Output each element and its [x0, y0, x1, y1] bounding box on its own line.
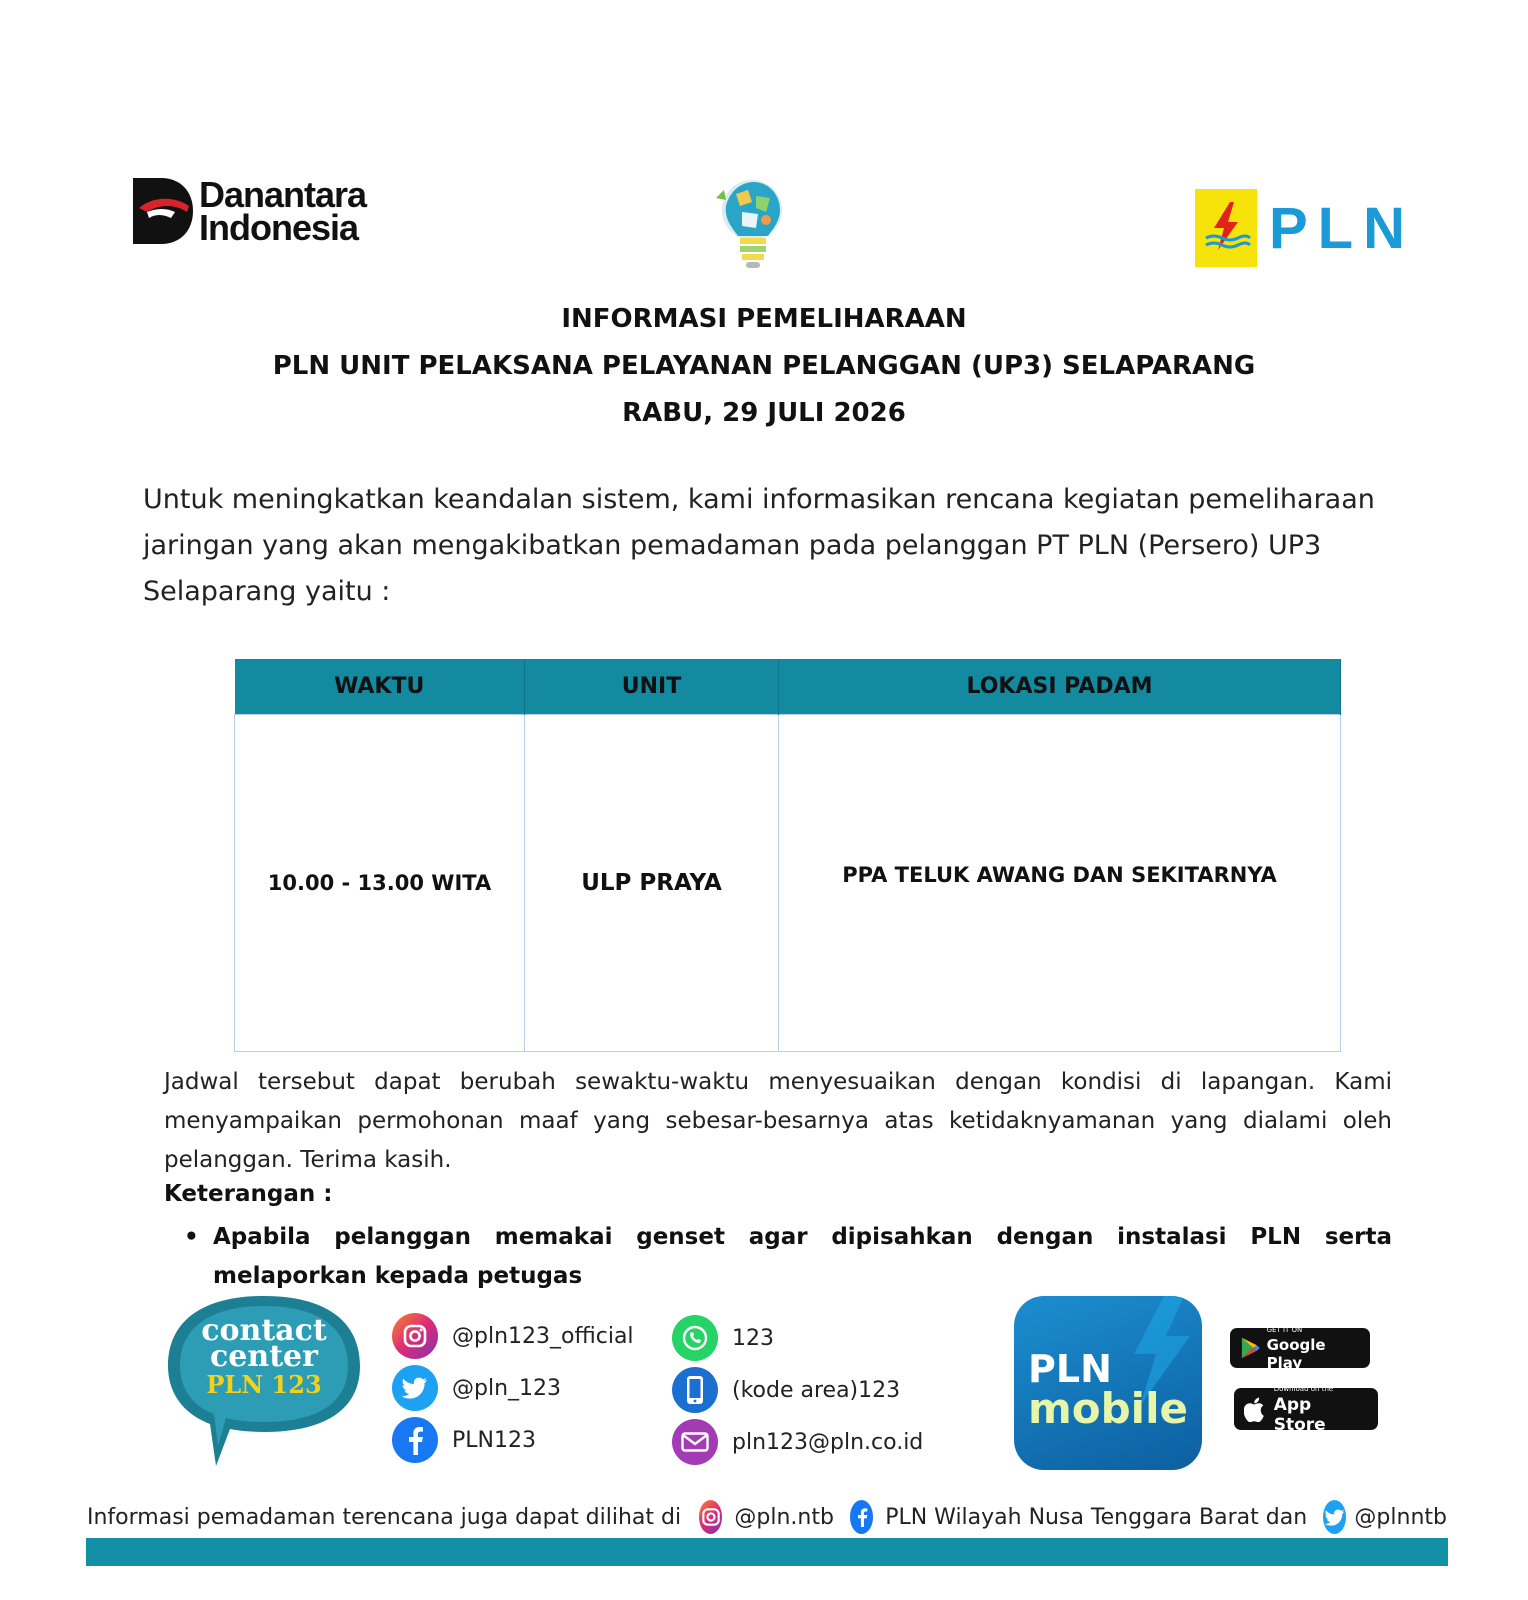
- social-contacts: [392, 1310, 634, 1466]
- table-row: [235, 714, 1341, 1052]
- header-lokasi-padam: LOKASI PADAM: [779, 659, 1341, 714]
- footer-bar: [86, 1538, 1448, 1566]
- facebook-icon: [850, 1500, 873, 1534]
- google-play-badge[interactable]: [1230, 1326, 1370, 1372]
- schedule-table: [234, 659, 1341, 1052]
- title-line2: PLN UNIT PELAKSANA PELAYANAN PELANGGAN (UP3) SELAPARANG: [272, 351, 1256, 381]
- instagram-icon: [392, 1313, 438, 1359]
- app-store-text: App Store: [1273, 1395, 1326, 1435]
- email-icon: [672, 1419, 718, 1465]
- pln-wordmark: PLN: [1269, 195, 1415, 261]
- title-block: [0, 296, 1528, 437]
- pln-mobile-app-icon[interactable]: [1014, 1296, 1202, 1470]
- pln-emblem: [1195, 189, 1257, 267]
- contact-center-line2: center: [210, 1339, 318, 1374]
- pln-logo: [1195, 188, 1415, 268]
- keterangan-label: Keterangan :: [164, 1181, 333, 1207]
- app-store-badge[interactable]: [1234, 1385, 1378, 1435]
- notice-paragraph: Jadwal tersebut dapat berubah sewaktu-waktu menyesuaikan dengan kondisi di lapangan. Kami menyampaikan permohonan maaf yang sebesar-besarnya atas ketidaknyamanan yang dialami oleh pelanggan. Terima kasih.: [164, 1069, 1392, 1173]
- instagram-icon: [699, 1500, 722, 1534]
- google-play-text: Google Play: [1266, 1336, 1326, 1372]
- footer-facebook[interactable]: PLN Wilayah Nusa Tenggara Barat dan: [885, 1504, 1308, 1530]
- cell-lokasi: PPA TELUK AWANG DAN SEKITARNYA: [779, 714, 1341, 1052]
- keterangan-list: [184, 1218, 1392, 1296]
- app-name-line2: mobile: [1028, 1384, 1188, 1433]
- footer-info: [87, 1500, 1447, 1534]
- whatsapp-number: 123: [732, 1325, 774, 1351]
- instagram-handle: @pln123_official: [452, 1323, 634, 1349]
- footer-prefix: Informasi pemadaman terencana juga dapat dilihat di: [87, 1504, 682, 1530]
- header-waktu: WAKTU: [235, 659, 525, 714]
- danantara-logo: [133, 176, 403, 246]
- contact-center-line3: PLN 123: [206, 1370, 322, 1399]
- instagram-contact[interactable]: [392, 1310, 634, 1362]
- facebook-icon: [392, 1417, 438, 1463]
- title-line1: INFORMASI PEMELIHARAAN: [561, 304, 967, 334]
- lightbulb-emblem-icon: [712, 176, 792, 276]
- google-play-icon: [1240, 1336, 1261, 1360]
- whatsapp-contact[interactable]: [672, 1312, 923, 1364]
- cell-waktu: 10.00 - 13.00 WITA: [235, 714, 525, 1052]
- title-date: RABU, 29 JULI 2026: [622, 398, 906, 428]
- danantara-emblem-icon: [133, 178, 193, 244]
- danantara-line2: Indonesia: [199, 207, 359, 248]
- whatsapp-icon: [672, 1315, 718, 1361]
- email-contact[interactable]: [672, 1416, 923, 1468]
- cell-unit: ULP PRAYA: [525, 714, 779, 1052]
- app-name-line1: PLN: [1028, 1347, 1112, 1391]
- direct-contacts: [672, 1312, 923, 1468]
- list-item: • Apabila pelanggan memakai genset agar dipisahkan dengan instalasi PLN serta melaporkan kepada petugas: [184, 1218, 1392, 1296]
- app-store-small-text: Download on the: [1273, 1385, 1334, 1393]
- twitter-icon: [1323, 1500, 1346, 1534]
- phone-contact[interactable]: [672, 1364, 923, 1416]
- intro-paragraph: Untuk meningkatkan keandalan sistem, kami informasikan rencana kegiatan pemeliharaan jaringan yang akan mengakibatkan pemadaman pada pelanggan PT PLN (Persero) UP3 Selaparang yaitu :: [143, 484, 1375, 607]
- contact-center-line1: contact: [201, 1313, 327, 1348]
- lightning-bolt-icon: [1196, 198, 1256, 258]
- twitter-icon: [392, 1365, 438, 1411]
- facebook-name: PLN123: [452, 1427, 536, 1453]
- email-address: pln123@pln.co.id: [732, 1429, 924, 1455]
- phone-icon: [672, 1367, 718, 1413]
- contact-center-badge: [164, 1290, 364, 1470]
- phone-number: (kode area)123: [732, 1377, 901, 1403]
- danantara-line1: Danantara: [199, 174, 367, 215]
- apple-icon: [1244, 1396, 1266, 1422]
- header-unit: UNIT: [525, 659, 779, 714]
- footer-twitter[interactable]: @plnntb: [1354, 1504, 1447, 1530]
- facebook-contact[interactable]: [392, 1414, 634, 1466]
- google-play-small-text: GET IT ON: [1266, 1326, 1303, 1334]
- footer-instagram[interactable]: @pln.ntb: [734, 1504, 834, 1530]
- twitter-contact[interactable]: [392, 1362, 634, 1414]
- table-header-row: [235, 659, 1341, 714]
- twitter-handle: @pln_123: [452, 1375, 562, 1401]
